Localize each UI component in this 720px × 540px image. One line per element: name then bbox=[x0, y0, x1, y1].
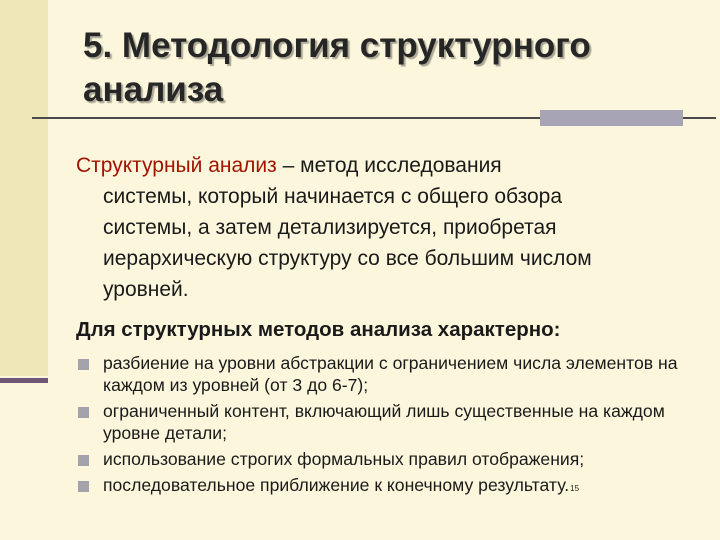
list-item-text: разбиение на уровни абстракции с ограничением числа элементов на каждом из уровней (от 3 до 6-7); bbox=[103, 353, 678, 395]
list-item bbox=[78, 448, 693, 470]
left-accent-stripe bbox=[0, 378, 48, 383]
left-decorative-bar bbox=[0, 0, 48, 376]
square-bullet-icon bbox=[78, 407, 89, 418]
slide-title: 5. Методология структурного анализа bbox=[83, 26, 591, 109]
list-item-text: последовательное приближение к конечному результату. bbox=[103, 475, 570, 495]
definition-line: иерархическую структуру со все большим числом bbox=[103, 247, 592, 270]
square-bullet-icon bbox=[78, 455, 89, 466]
definition-line: системы, который начинается с общего обзора bbox=[103, 185, 563, 208]
list-item-text: использование строгих формальных правил отображения; bbox=[103, 449, 585, 469]
definition-term: Структурный анализ bbox=[76, 154, 277, 177]
list-item bbox=[78, 474, 693, 496]
characteristics-heading: Для структурных методов анализа характерно: bbox=[76, 318, 561, 341]
definition-paragraph bbox=[76, 150, 696, 305]
list-item bbox=[78, 352, 693, 396]
definition-first-line: – метод исследования bbox=[276, 154, 502, 177]
list-item bbox=[78, 400, 693, 444]
title-accent-block bbox=[540, 110, 683, 126]
definition-line: системы, а затем детализируется, приобретая bbox=[103, 216, 557, 239]
square-bullet-icon bbox=[78, 481, 89, 492]
characteristics-list bbox=[78, 352, 693, 500]
slide-number: 15 bbox=[570, 484, 580, 493]
list-item-text: ограниченный контент, включающий лишь существенные на каждом уровне детали; bbox=[103, 401, 665, 443]
definition-line: уровней. bbox=[103, 278, 189, 301]
square-bullet-icon bbox=[78, 359, 89, 370]
